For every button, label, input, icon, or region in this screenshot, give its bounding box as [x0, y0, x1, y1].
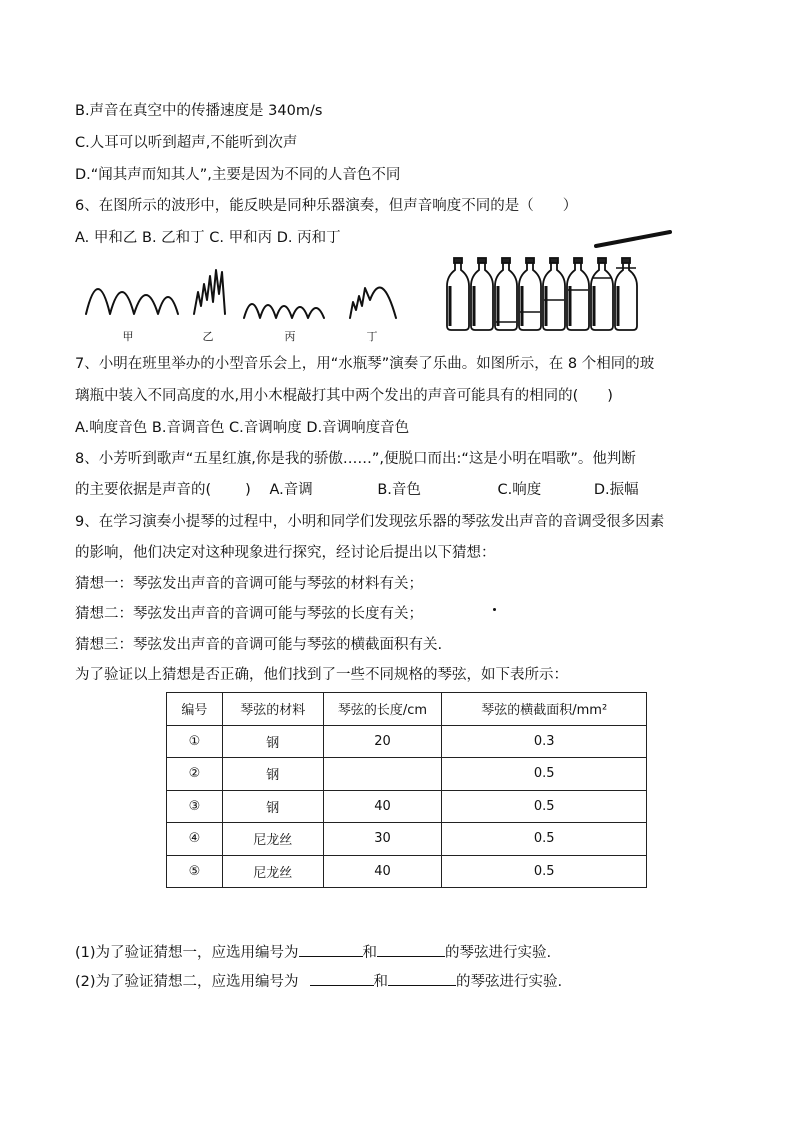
- header-number: 编号: [167, 693, 223, 726]
- cell-material: 钢: [222, 758, 323, 791]
- q8-suffix: ): [245, 482, 251, 498]
- stray-dot: [493, 608, 496, 611]
- cell-length: 40: [323, 790, 442, 823]
- sub1-blank-1[interactable]: [299, 941, 363, 957]
- q7-stem-line2: 璃瓶中装入不同高度的水,用小木棍敲打其中两个发出的声音可能具有的相同的( ): [75, 388, 613, 404]
- cell-length: 30: [323, 823, 442, 856]
- cell-length: 40: [323, 855, 442, 888]
- water-bottles-figure: [446, 226, 676, 334]
- wave-label-ding: 丁: [366, 330, 378, 343]
- q6-stem: 6、在图所示的波形中，能反映是同种乐器演奏，但声音响度不同的是（ ）: [75, 198, 578, 214]
- bottle-cap: [478, 258, 486, 263]
- cell-number: ⑤: [167, 855, 223, 888]
- q7-options: A.响度音色 B.音调音色 C.音调响度 D.音调响度音色: [75, 420, 410, 436]
- cell-area: 0.5: [442, 758, 647, 791]
- cell-area: 0.5: [442, 790, 647, 823]
- cell-number: ①: [167, 725, 223, 758]
- wave-label-yi: 乙: [202, 330, 214, 343]
- q9-guess3: 猜想三：琴弦发出声音的音调可能与琴弦的横截面积有关.: [75, 637, 443, 653]
- q8-option-c: C.响度: [497, 482, 542, 498]
- header-material: 琴弦的材料: [222, 693, 323, 726]
- header-area: 琴弦的横截面积/mm²: [442, 693, 647, 726]
- cell-length: 20: [323, 725, 442, 758]
- sub1-mid: 和: [362, 945, 378, 961]
- bottle-cap: [550, 258, 558, 263]
- q8-stem-line1: 8、小芳听到歌声“五星红旗,你是我的骄傲……”,便脱口而出:“这是小明在唱歌”。他判断: [75, 451, 636, 467]
- table-row: [167, 725, 647, 758]
- bottle-cap: [454, 258, 462, 263]
- sub2-mid: 和: [373, 974, 389, 990]
- cell-number: ③: [167, 790, 223, 823]
- sub2-blank-2[interactable]: [388, 970, 456, 986]
- option-b: B.声音在真空中的传播速度是 340m/s: [75, 103, 323, 119]
- q8-option-d: D.振幅: [593, 482, 639, 498]
- sub2-blank-1[interactable]: [310, 970, 374, 986]
- q9-guess2: 猜想二：琴弦发出声音的音调可能与琴弦的长度有关；: [75, 606, 423, 622]
- cell-number: ④: [167, 823, 223, 856]
- q6-options: A. 甲和乙 B. 乙和丁 C. 甲和丙 D. 丙和丁: [75, 230, 341, 246]
- q9-sub2: [75, 970, 562, 992]
- table-row: [167, 758, 647, 791]
- table-row: [167, 790, 647, 823]
- bottle-cap: [622, 258, 630, 263]
- waveform-figure: [84, 262, 414, 344]
- string-spec-table: [166, 692, 647, 888]
- table-row: [167, 855, 647, 888]
- sub1-prefix: (1)为了验证猜想一，应选用编号为: [75, 945, 299, 961]
- wave-label-bing: 丙: [284, 330, 296, 343]
- bottle-cap: [574, 258, 582, 263]
- bottle-cap: [502, 258, 510, 263]
- q9-stem-line1: 9、在学习演奏小提琴的过程中，小明和同学们发现弦乐器的琴弦发出声音的音调受很多因素: [75, 514, 665, 530]
- q8-option-a: A.音调: [269, 482, 313, 498]
- cell-material: 钢: [222, 725, 323, 758]
- sub1-suffix: 的琴弦进行实验.: [445, 945, 552, 961]
- q8-prefix: 的主要依据是声音的(: [75, 482, 212, 498]
- bottle-cap: [598, 258, 606, 263]
- cell-number: ②: [167, 758, 223, 791]
- sub2-suffix: 的琴弦进行实验.: [456, 974, 563, 990]
- sub2-prefix: (2)为了验证猜想二，应选用编号为: [75, 974, 299, 990]
- cell-length: [323, 758, 442, 791]
- q8-stem-line2: [75, 480, 639, 500]
- q9-guess1: 猜想一：琴弦发出声音的音调可能与琴弦的材料有关；: [75, 576, 423, 592]
- cell-area: 0.5: [442, 823, 647, 856]
- table-header-row: [167, 693, 647, 726]
- cell-material: 钢: [222, 790, 323, 823]
- option-c: C.人耳可以听到超声,不能听到次声: [75, 135, 298, 151]
- cell-area: 0.5: [442, 855, 647, 888]
- q9-sub1: [75, 941, 551, 963]
- cell-area: 0.3: [442, 725, 647, 758]
- cell-material: 尼龙丝: [222, 855, 323, 888]
- table-row: [167, 823, 647, 856]
- header-length: 琴弦的长度/cm: [323, 693, 442, 726]
- q9-table-intro: 为了验证以上猜想是否正确，他们找到了一些不同规格的琴弦，如下表所示：: [75, 667, 568, 683]
- option-d: D.“闻其声而知其人”,主要是因为不同的人音色不同: [75, 167, 401, 183]
- cell-material: 尼龙丝: [222, 823, 323, 856]
- bottle-cap: [526, 258, 534, 263]
- sub1-blank-2[interactable]: [377, 941, 445, 957]
- q7-stem-line1: 7、小明在班里举办的小型音乐会上，用“水瓶琴”演奏了乐曲。如图所示，在 8 个相同的玻: [75, 356, 655, 372]
- q8-option-b: B.音色: [377, 482, 421, 498]
- wave-label-jia: 甲: [122, 330, 134, 343]
- q9-stem-line2: 的影响，他们决定对这种现象进行探究，经讨论后提出以下猜想：: [75, 545, 496, 561]
